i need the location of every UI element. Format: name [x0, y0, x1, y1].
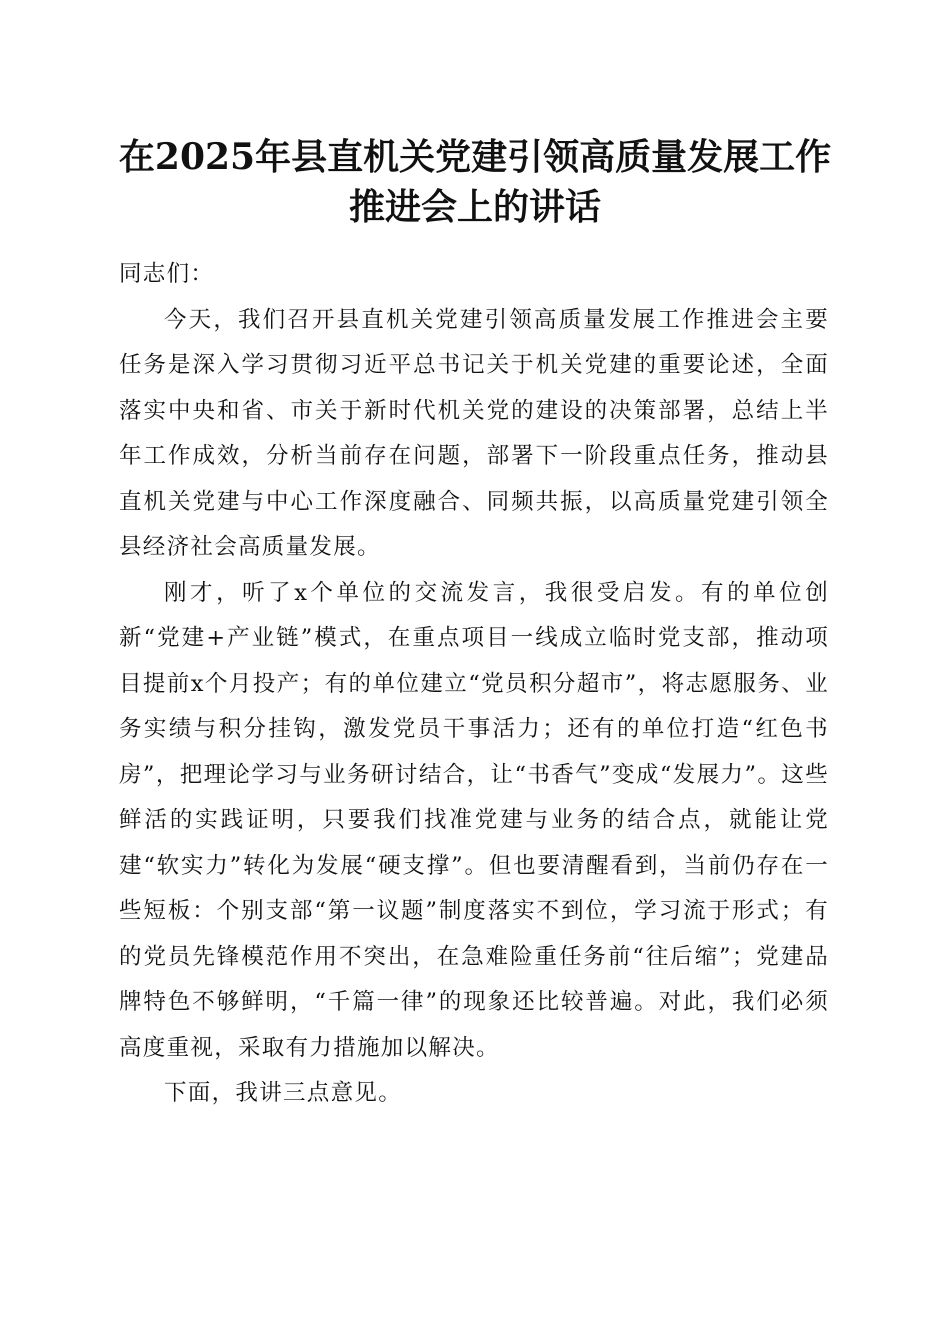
salutation: 同志们：: [119, 261, 215, 287]
document-body: [119, 252, 829, 1117]
document-title: [95, 132, 855, 232]
title-line-1: 在2025年县直机关党建引领高质量发展工作: [118, 136, 832, 178]
paragraph-opening: 今天，我们召开县直机关党建引领高质量发展工作推进会主要任务是深入学习贯彻习近平总书记关于机关党建的重要论述，全面落实中央和省、市关于新时代机关党的建设的决策部署，总结上半年工作成效，分析当前存在问题，部署下一阶段重点任务，推动县直机关党建与中心工作深度融合、同频共振，以高质量党建引领全县经济社会高质量发展。: [119, 306, 829, 560]
title-line-2: 推进会上的讲话: [348, 186, 601, 228]
paragraph-transition: 下面，我讲三点意见。: [164, 1080, 403, 1106]
paragraph-review: 刚才，听了x个单位的交流发言，我很受启发。有的单位创新“党建+产业链”模式，在重点项目一线成立临时党支部，推动项目提前x个月投产；有的单位建立“党员积分超市”，将志愿服务、业务实绩与积分挂钩，激发党员干事活力；还有的单位打造“红色书房”，把理论学习与业务研讨结合，让“书香气”变成“发展力”。这些鲜活的实践证明，只要我们找准党建与业务的结合点，就能让党建“软实力”转化为发展“硬支撑”。但也要清醒看到，当前仍存在一些短板：个别支部“第一议题”制度落实不到位，学习流于形式；有的党员先锋模范作用不突出，在急难险重任务前“往后缩”；党建品牌特色不够鲜明，“千篇一律”的现象还比较普遍。对此，我们必须高度重视，采取有力措施加以解决。: [119, 579, 829, 1061]
